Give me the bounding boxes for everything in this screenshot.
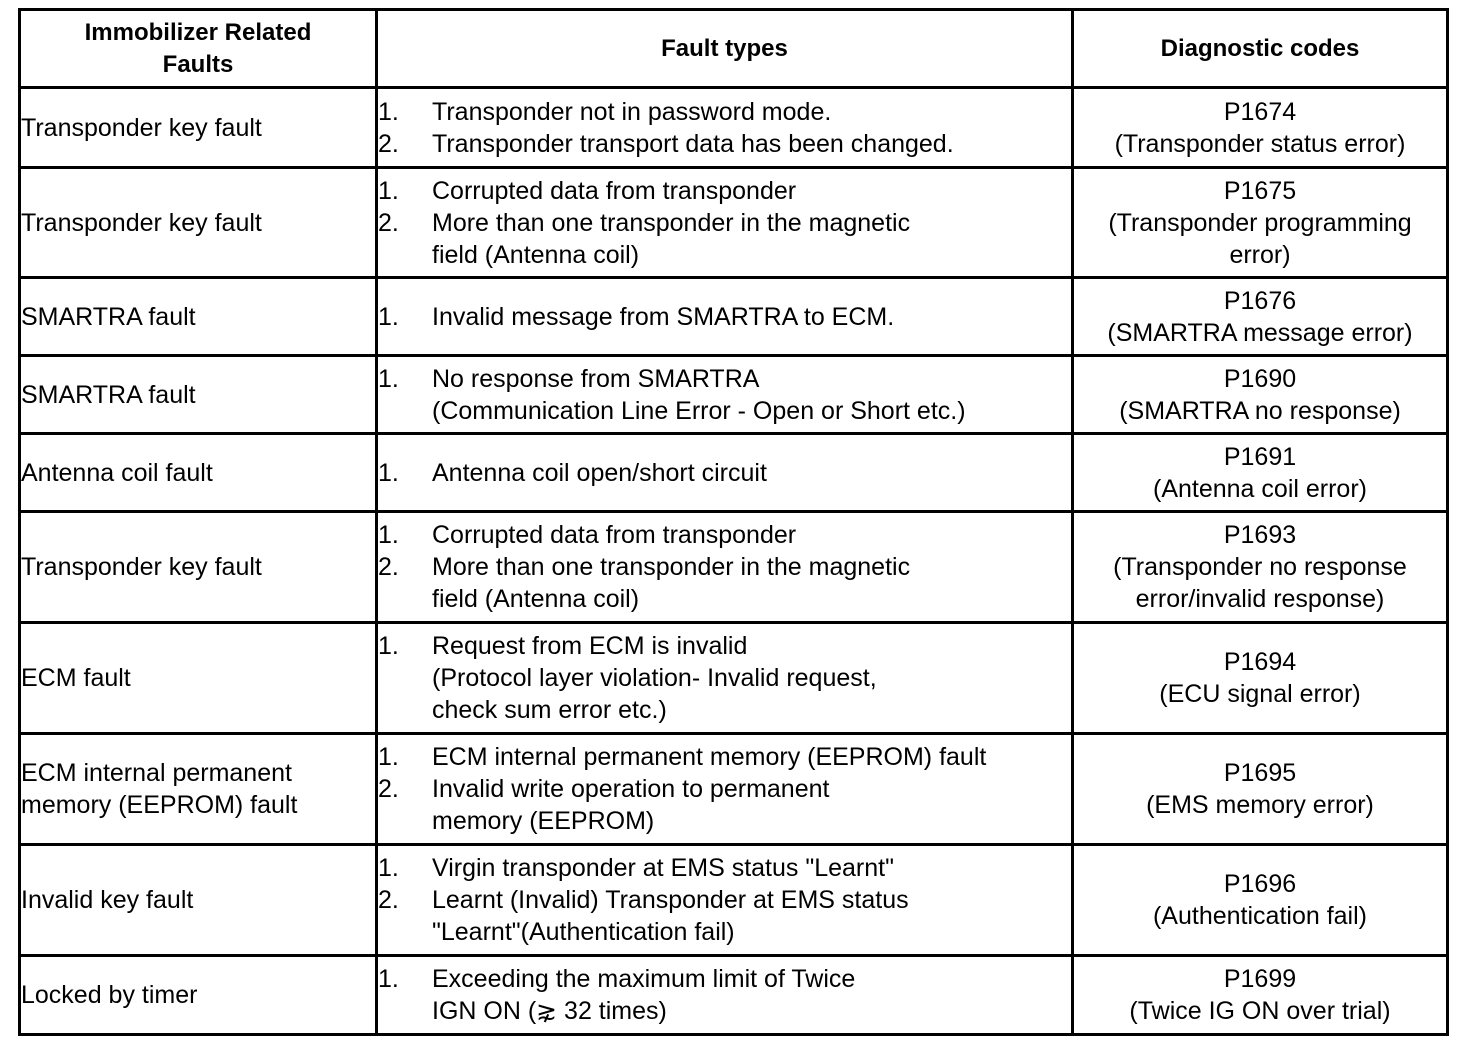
- fault-types-cell: [377, 168, 1073, 278]
- diagnostic-code-cell: [1073, 845, 1448, 956]
- fault-name-cell: Locked by timer: [20, 956, 377, 1035]
- fault-type-number: 1.: [378, 364, 399, 393]
- fault-type-item: [378, 457, 1071, 489]
- fault-type-line: Antenna coil open/short circuit: [432, 458, 767, 487]
- diagnostic-code: P1690: [1223, 364, 1297, 393]
- fault-type-item: [378, 741, 1071, 773]
- fault-type-line: (Protocol layer violation- Invalid request,: [432, 664, 877, 692]
- diagnostic-code-cell: [1073, 278, 1448, 356]
- fault-types-cell: [377, 512, 1073, 623]
- fault-name-cell: Invalid key fault: [20, 845, 377, 956]
- fault-type-number: 1.: [378, 854, 399, 882]
- fault-type-line: Corrupted data from transponder: [432, 176, 797, 205]
- table-row: [20, 434, 1448, 512]
- immobilizer-fault-table: [18, 8, 1449, 1036]
- fault-type-item: [378, 773, 1071, 837]
- fault-type-line: Corrupted data from transponder: [432, 521, 797, 549]
- fault-types-cell: [377, 623, 1073, 734]
- fault-type-item: [378, 207, 1071, 271]
- table-row: [20, 168, 1448, 278]
- diagnostic-code-cell: [1073, 168, 1448, 278]
- fault-type-line: Invalid message from SMARTRA to ECM.: [432, 302, 895, 331]
- table-row: [20, 956, 1448, 1035]
- table-row: [20, 734, 1448, 845]
- diagnostic-code: P1696: [1223, 870, 1297, 898]
- fault-name-cell: SMARTRA fault: [20, 278, 377, 356]
- fault-type-line: More than one transponder in the magnetic: [432, 208, 911, 237]
- fault-types-cell: [377, 356, 1073, 434]
- fault-type-line: IGN ON (⋧ 32 times): [432, 997, 667, 1025]
- fault-type-number: 1.: [378, 743, 399, 771]
- header-fault: [20, 10, 377, 88]
- fault-type-text: [432, 207, 1071, 271]
- table-row: [20, 356, 1448, 434]
- diagnostic-code-description: error): [1229, 240, 1291, 269]
- fault-type-text: [432, 963, 1071, 1027]
- fault-type-text: [432, 884, 1071, 948]
- table-row: [20, 278, 1448, 356]
- diagnostic-code-description: (Authentication fail): [1152, 902, 1367, 930]
- fault-type-item: [378, 630, 1071, 726]
- fault-type-number: 1.: [378, 458, 399, 487]
- fault-type-text: [432, 551, 1071, 615]
- fault-type-line: Transponder transport data has been changed.: [432, 129, 954, 158]
- fault-type-number: 1.: [378, 521, 399, 549]
- fault-name-cell: Transponder key fault: [20, 512, 377, 623]
- fault-type-line: Learnt (Invalid) Transponder at EMS status: [432, 886, 909, 914]
- fault-type-item: [378, 363, 1071, 427]
- fault-type-line: Virgin transponder at EMS status "Learnt": [432, 854, 894, 882]
- diagnostic-code-cell: [1073, 356, 1448, 434]
- fault-types-cell: [377, 88, 1073, 168]
- diagnostic-code-description: (SMARTRA message error): [1107, 318, 1413, 347]
- table-row: [20, 512, 1448, 623]
- fault-types-cell: [377, 956, 1073, 1035]
- fault-type-number: 2.: [378, 129, 399, 158]
- diagnostic-code: P1675: [1223, 176, 1297, 205]
- diagnostic-code-cell: [1073, 512, 1448, 623]
- fault-type-item: [378, 963, 1071, 1027]
- fault-type-number: 2.: [378, 553, 399, 581]
- fault-type-item: [378, 884, 1071, 948]
- header-fault-line2: Faults: [162, 50, 234, 78]
- diagnostic-code: P1674: [1223, 97, 1297, 126]
- fault-type-line: field (Antenna coil): [432, 240, 640, 269]
- fault-type-text: [432, 852, 1071, 884]
- fault-type-line: No response from SMARTRA: [432, 364, 760, 393]
- fault-type-text: [432, 363, 1071, 427]
- fault-type-text: [432, 128, 1071, 160]
- diagnostic-code-description: error/invalid response): [1135, 585, 1385, 613]
- diagnostic-code-description: (EMS memory error): [1146, 791, 1374, 819]
- fault-type-number: 1.: [378, 965, 399, 993]
- fault-type-item: [378, 96, 1071, 128]
- fault-type-line: More than one transponder in the magnetic: [432, 553, 911, 581]
- fault-type-line: Exceeding the maximum limit of Twice: [432, 965, 856, 993]
- fault-type-line: field (Antenna coil): [432, 585, 640, 613]
- table-row: [20, 845, 1448, 956]
- fault-name-cell: ECM internal permanent memory (EEPROM) fault: [20, 734, 377, 845]
- fault-type-item: [378, 128, 1071, 160]
- fault-type-text: [432, 96, 1071, 128]
- fault-types-cell: [377, 278, 1073, 356]
- diagnostic-code: P1676: [1223, 286, 1297, 315]
- diagnostic-code: P1695: [1223, 759, 1297, 787]
- diagnostic-code-description: (Transponder no response: [1113, 553, 1407, 581]
- fault-type-number: 2.: [378, 208, 399, 237]
- diagnostic-code-description: (Antenna coil error): [1153, 474, 1367, 503]
- fault-type-text: [432, 773, 1071, 837]
- diagnostic-code-cell: [1073, 434, 1448, 512]
- fault-type-number: 1.: [378, 302, 399, 331]
- diagnostic-code-cell: [1073, 734, 1448, 845]
- fault-type-line: (Communication Line Error - Open or Short etc.): [432, 396, 966, 425]
- fault-type-text: [432, 301, 1071, 333]
- diagnostic-code-cell: [1073, 623, 1448, 734]
- fault-name-cell: Transponder key fault: [20, 168, 377, 278]
- fault-type-text: [432, 175, 1071, 207]
- fault-type-text: [432, 630, 1071, 726]
- fault-name-cell: Antenna coil fault: [20, 434, 377, 512]
- fault-type-number: 1.: [378, 632, 399, 660]
- diagnostic-code-cell: [1073, 956, 1448, 1035]
- diagnostic-code-cell: [1073, 88, 1448, 168]
- fault-type-number: 2.: [378, 886, 399, 914]
- diagnostic-code-description: (ECU signal error): [1159, 680, 1361, 708]
- fault-name-cell: SMARTRA fault: [20, 356, 377, 434]
- fault-type-item: [378, 519, 1071, 551]
- fault-type-number: 1.: [378, 176, 399, 205]
- fault-name-cell: Transponder key fault: [20, 88, 377, 168]
- fault-type-line: Transponder not in password mode.: [432, 97, 832, 126]
- fault-type-text: [432, 741, 1071, 773]
- fault-type-item: [378, 551, 1071, 615]
- fault-type-item: [378, 852, 1071, 884]
- table-row: [20, 623, 1448, 734]
- fault-type-line: Request from ECM is invalid: [432, 632, 748, 660]
- fault-type-line: check sum error etc.): [432, 696, 667, 724]
- header-fault-line1: Immobilizer Related: [84, 18, 312, 46]
- diagnostic-code-description: (SMARTRA no response): [1119, 396, 1401, 425]
- fault-type-line: Invalid write operation to permanent: [432, 775, 830, 803]
- header-codes: Diagnostic codes: [1073, 10, 1448, 88]
- fault-type-item: [378, 175, 1071, 207]
- fault-types-cell: [377, 734, 1073, 845]
- fault-types-cell: [377, 845, 1073, 956]
- fault-type-line: memory (EEPROM): [432, 807, 655, 835]
- diagnostic-code: P1691: [1223, 442, 1297, 471]
- fault-type-number: 1.: [378, 97, 399, 126]
- diagnostic-code: P1699: [1223, 965, 1297, 993]
- fault-type-line: "Learnt"(Authentication fail): [432, 918, 735, 946]
- fault-types-cell: [377, 434, 1073, 512]
- header-types: Fault types: [377, 10, 1073, 88]
- header-row: [20, 10, 1448, 88]
- table-row: [20, 88, 1448, 168]
- diagnostic-code: P1693: [1223, 521, 1297, 549]
- fault-type-text: [432, 457, 1071, 489]
- diagnostic-code-description: (Transponder status error): [1114, 129, 1406, 158]
- diagnostic-code: P1694: [1223, 648, 1297, 676]
- fault-name-cell: ECM fault: [20, 623, 377, 734]
- fault-type-number: 2.: [378, 775, 399, 803]
- fault-type-item: [378, 301, 1071, 333]
- fault-type-text: [432, 519, 1071, 551]
- fault-type-line: ECM internal permanent memory (EEPROM) fault: [432, 743, 987, 771]
- diagnostic-code-description: (Transponder programming: [1108, 208, 1412, 237]
- diagnostic-code-description: (Twice IG ON over trial): [1129, 997, 1391, 1025]
- table-body: [20, 88, 1448, 1035]
